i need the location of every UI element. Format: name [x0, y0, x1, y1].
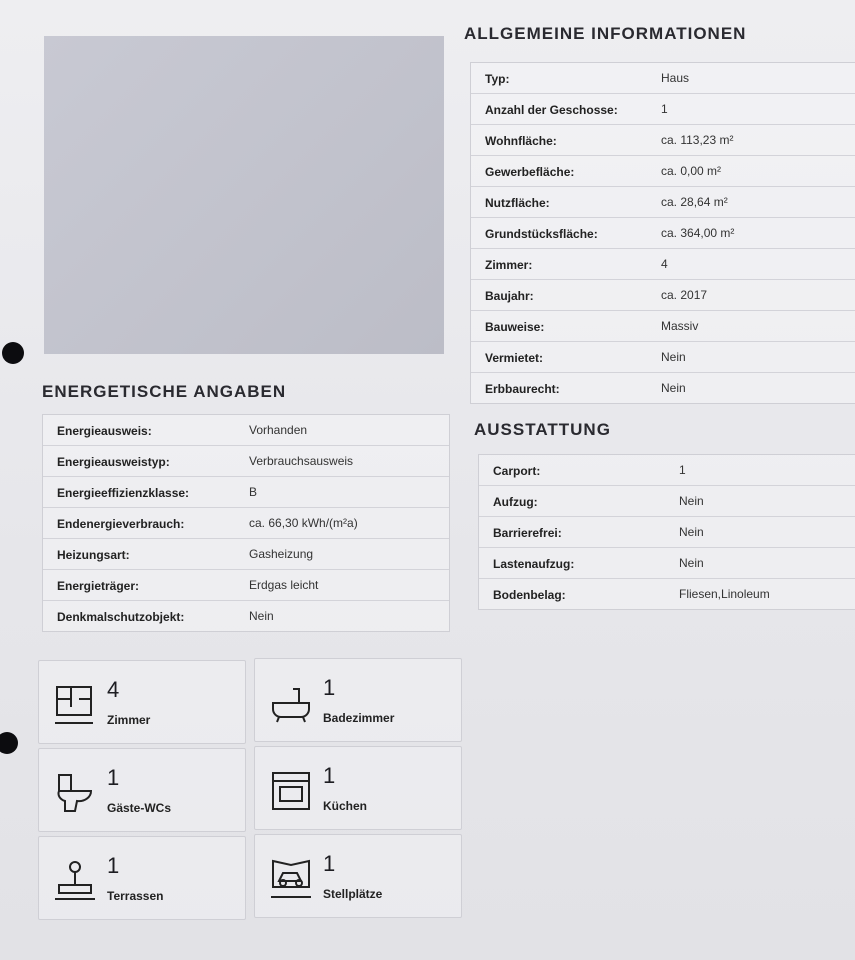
row-label: Typ:	[485, 72, 510, 86]
card-guest-wc	[38, 748, 246, 832]
card-caption: Gäste-WCs	[107, 801, 172, 815]
general-info-heading: ALLGEMEINE INFORMATIONEN	[464, 24, 747, 43]
toilet-icon	[53, 771, 97, 815]
card-terraces	[38, 836, 246, 920]
row-label: Nutzfläche:	[485, 196, 550, 210]
row-label: Erbbaurecht:	[485, 382, 560, 396]
row-label: Energieausweistyp:	[57, 455, 170, 469]
row-label: Lastenaufzug:	[493, 557, 575, 571]
card-caption: Zimmer	[107, 713, 151, 727]
row-label: Wohnfläche:	[485, 134, 557, 148]
row-value: Nein	[679, 525, 704, 539]
row-value: B	[249, 485, 258, 499]
table-row	[43, 446, 449, 477]
card-bathrooms	[254, 658, 462, 742]
energy-heading: ENERGETISCHE ANGABEN	[42, 382, 287, 401]
row-value: Nein	[679, 494, 704, 508]
punch-hole-top	[2, 342, 24, 364]
table-row	[43, 508, 449, 539]
table-row	[479, 455, 855, 486]
row-label: Barrierefrei:	[493, 526, 562, 540]
card-caption: Terrassen	[107, 889, 164, 903]
table-row	[43, 477, 449, 508]
row-label: Aufzug:	[493, 495, 538, 509]
row-label: Gewerbefläche:	[485, 165, 575, 179]
card-caption: Stellplätze	[323, 887, 383, 901]
row-value: Massiv	[661, 319, 699, 333]
table-row	[43, 570, 449, 601]
bathtub-icon	[269, 681, 313, 725]
card-parking	[254, 834, 462, 918]
table-row	[479, 548, 855, 579]
card-kitchens	[254, 746, 462, 830]
row-value: 1	[679, 463, 686, 477]
table-row	[471, 156, 855, 187]
energy-table	[42, 414, 450, 632]
row-value: ca. 0,00 m²	[661, 164, 722, 178]
row-value: Nein	[679, 556, 704, 570]
row-label: Grundstücksfläche:	[485, 227, 598, 241]
row-value: Erdgas leicht	[249, 578, 319, 592]
table-row	[471, 373, 855, 403]
row-label: Baujahr:	[485, 289, 534, 303]
row-value: 4	[661, 257, 668, 271]
table-row	[471, 311, 855, 342]
terrace-icon	[53, 859, 97, 903]
table-row	[471, 342, 855, 373]
card-count: 1	[323, 763, 336, 788]
card-caption: Küchen	[323, 799, 368, 813]
table-row	[43, 415, 449, 446]
row-label: Bodenbelag:	[493, 588, 566, 602]
card-count: 4	[107, 677, 120, 702]
card-rooms	[38, 660, 246, 744]
row-value: Nein	[249, 609, 274, 623]
table-row	[479, 579, 855, 609]
row-value: Gasheizung	[249, 547, 314, 561]
row-value: ca. 364,00 m²	[661, 226, 735, 240]
card-count: 1	[107, 853, 120, 878]
punch-hole-bottom	[0, 732, 18, 754]
floorplan-icon	[53, 683, 97, 727]
table-row	[471, 280, 855, 311]
card-count: 1	[323, 851, 336, 876]
row-label: Endenergieverbrauch:	[57, 517, 185, 531]
card-caption: Badezimmer	[323, 711, 395, 725]
row-value: Vorhanden	[249, 423, 308, 437]
stove-icon	[269, 769, 313, 813]
table-row	[471, 249, 855, 280]
row-label: Carport:	[493, 464, 541, 478]
row-value: 1	[661, 102, 668, 116]
row-value: Nein	[661, 350, 686, 364]
table-row	[471, 94, 855, 125]
row-value: ca. 66,30 kWh/(m²a)	[249, 516, 358, 530]
row-value: Verbrauchsausweis	[249, 454, 354, 468]
row-value: ca. 28,64 m²	[661, 195, 728, 209]
row-value: ca. 2017	[661, 288, 708, 302]
table-row	[471, 187, 855, 218]
equipment-table	[478, 454, 855, 610]
row-label: Energieausweis:	[57, 424, 152, 438]
row-label: Vermietet:	[485, 351, 544, 365]
card-count: 1	[323, 675, 336, 700]
table-row	[471, 218, 855, 249]
row-value: ca. 113,23 m²	[661, 133, 734, 147]
table-row	[43, 601, 449, 631]
row-label: Denkmalschutzobjekt:	[57, 610, 185, 624]
table-row	[471, 125, 855, 156]
table-row	[479, 517, 855, 548]
row-value: Fliesen,Linoleum	[679, 587, 770, 601]
equipment-heading: AUSSTATTUNG	[474, 420, 611, 439]
car-icon	[269, 857, 313, 901]
row-label: Bauweise:	[485, 320, 545, 334]
row-label: Energieträger:	[57, 579, 140, 593]
row-label: Energieeffizienzklasse:	[57, 486, 190, 500]
row-label: Heizungsart:	[57, 548, 130, 562]
general-info-table	[470, 62, 855, 404]
card-count: 1	[107, 765, 120, 790]
property-photo	[44, 36, 444, 354]
table-row	[479, 486, 855, 517]
table-row	[471, 63, 855, 94]
row-value: Nein	[661, 381, 686, 395]
table-row	[43, 539, 449, 570]
row-label: Zimmer:	[485, 258, 533, 272]
row-value: Haus	[661, 71, 690, 85]
row-label: Anzahl der Geschosse:	[485, 103, 618, 117]
